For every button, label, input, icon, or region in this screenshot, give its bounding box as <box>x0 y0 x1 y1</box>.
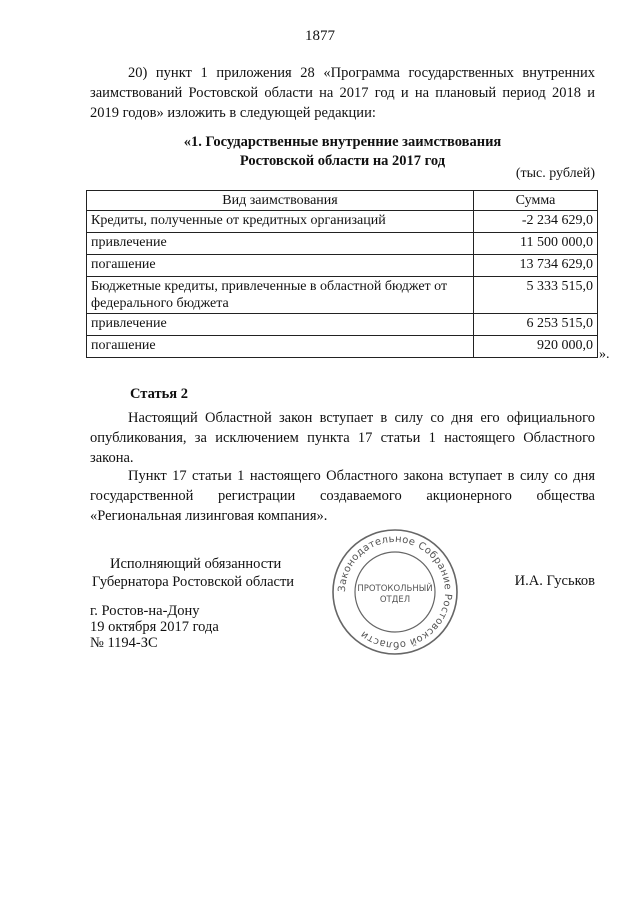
row-label: погашение <box>87 336 474 358</box>
intro-text: 20) пункт 1 приложения 28 «Программа государственных внутренних заимствований Ростовской области на 2017 год и на плановый период 2018 и 2019 годов» изложить в следующей редакции: <box>90 65 595 121</box>
header-amount: Сумма <box>474 191 598 211</box>
stamp-ring-textpath: Законодательное Собрание Ростовской области <box>336 533 454 651</box>
row-label: Кредиты, полученные от кредитных организаций <box>87 211 474 233</box>
article-title: Статья 2 <box>130 386 188 402</box>
table-row <box>87 255 598 277</box>
closing-quote: ». <box>599 347 610 362</box>
row-amount: 13 734 629,0 <box>474 255 598 277</box>
signatory-name: И.А. Гуськов <box>514 573 595 589</box>
row-label: привлечение <box>87 314 474 336</box>
units-label: (тыс. рублей) <box>515 166 595 181</box>
row-amount: 6 253 515,0 <box>474 314 598 336</box>
row-label: Бюджетные кредиты, привлеченные в областной бюджет от федерального бюджета <box>87 277 474 314</box>
heading-line-1: «1. Государственные внутренние заимствования <box>183 134 502 150</box>
signatory-title <box>92 555 294 591</box>
signatory-title-line-1: Исполняющий обязанности <box>110 556 282 572</box>
table-row <box>87 314 598 336</box>
place-and-date <box>90 603 219 651</box>
official-stamp <box>330 527 460 657</box>
stamp-center-line-2: ОТДЕЛ <box>379 595 411 605</box>
row-amount: -2 234 629,0 <box>474 211 598 233</box>
row-amount: 11 500 000,0 <box>474 233 598 255</box>
intro-paragraph <box>90 63 595 123</box>
table-header-row <box>87 191 598 211</box>
borrowing-table <box>86 190 598 358</box>
law-number: № 1194-ЗС <box>90 635 158 651</box>
row-amount: 5 333 515,0 <box>474 277 598 314</box>
signatory-title-line-2: Губернатора Ростовской области <box>92 574 295 590</box>
table-row <box>87 336 598 358</box>
page-number: 1877 <box>305 28 335 44</box>
row-amount: 920 000,0 <box>474 336 598 358</box>
header-type: Вид заимствования <box>87 191 474 211</box>
heading-line-2: Ростовской области на 2017 год <box>239 153 446 169</box>
table-row <box>87 211 598 233</box>
table-row <box>87 233 598 255</box>
table-row <box>87 277 598 314</box>
article-paragraph-2: Пункт 17 статьи 1 настоящего Областного закона вступает в силу со дня государственной регистрации создаваемого акционерного общества «Региональная лизинговая компания». <box>90 468 595 524</box>
article-paragraph-1: Настоящий Областной закон вступает в силу со дня его официального опубликования, за исключением пункта 17 статьи 1 настоящего Областного закона. <box>90 410 595 466</box>
stamp-center-line-1: ПРОТОКОЛЬНЫЙ <box>357 584 433 594</box>
date: 19 октября 2017 года <box>90 619 219 635</box>
row-label: погашение <box>87 255 474 277</box>
row-label: привлечение <box>87 233 474 255</box>
city: г. Ростов-на-Дону <box>90 603 200 619</box>
